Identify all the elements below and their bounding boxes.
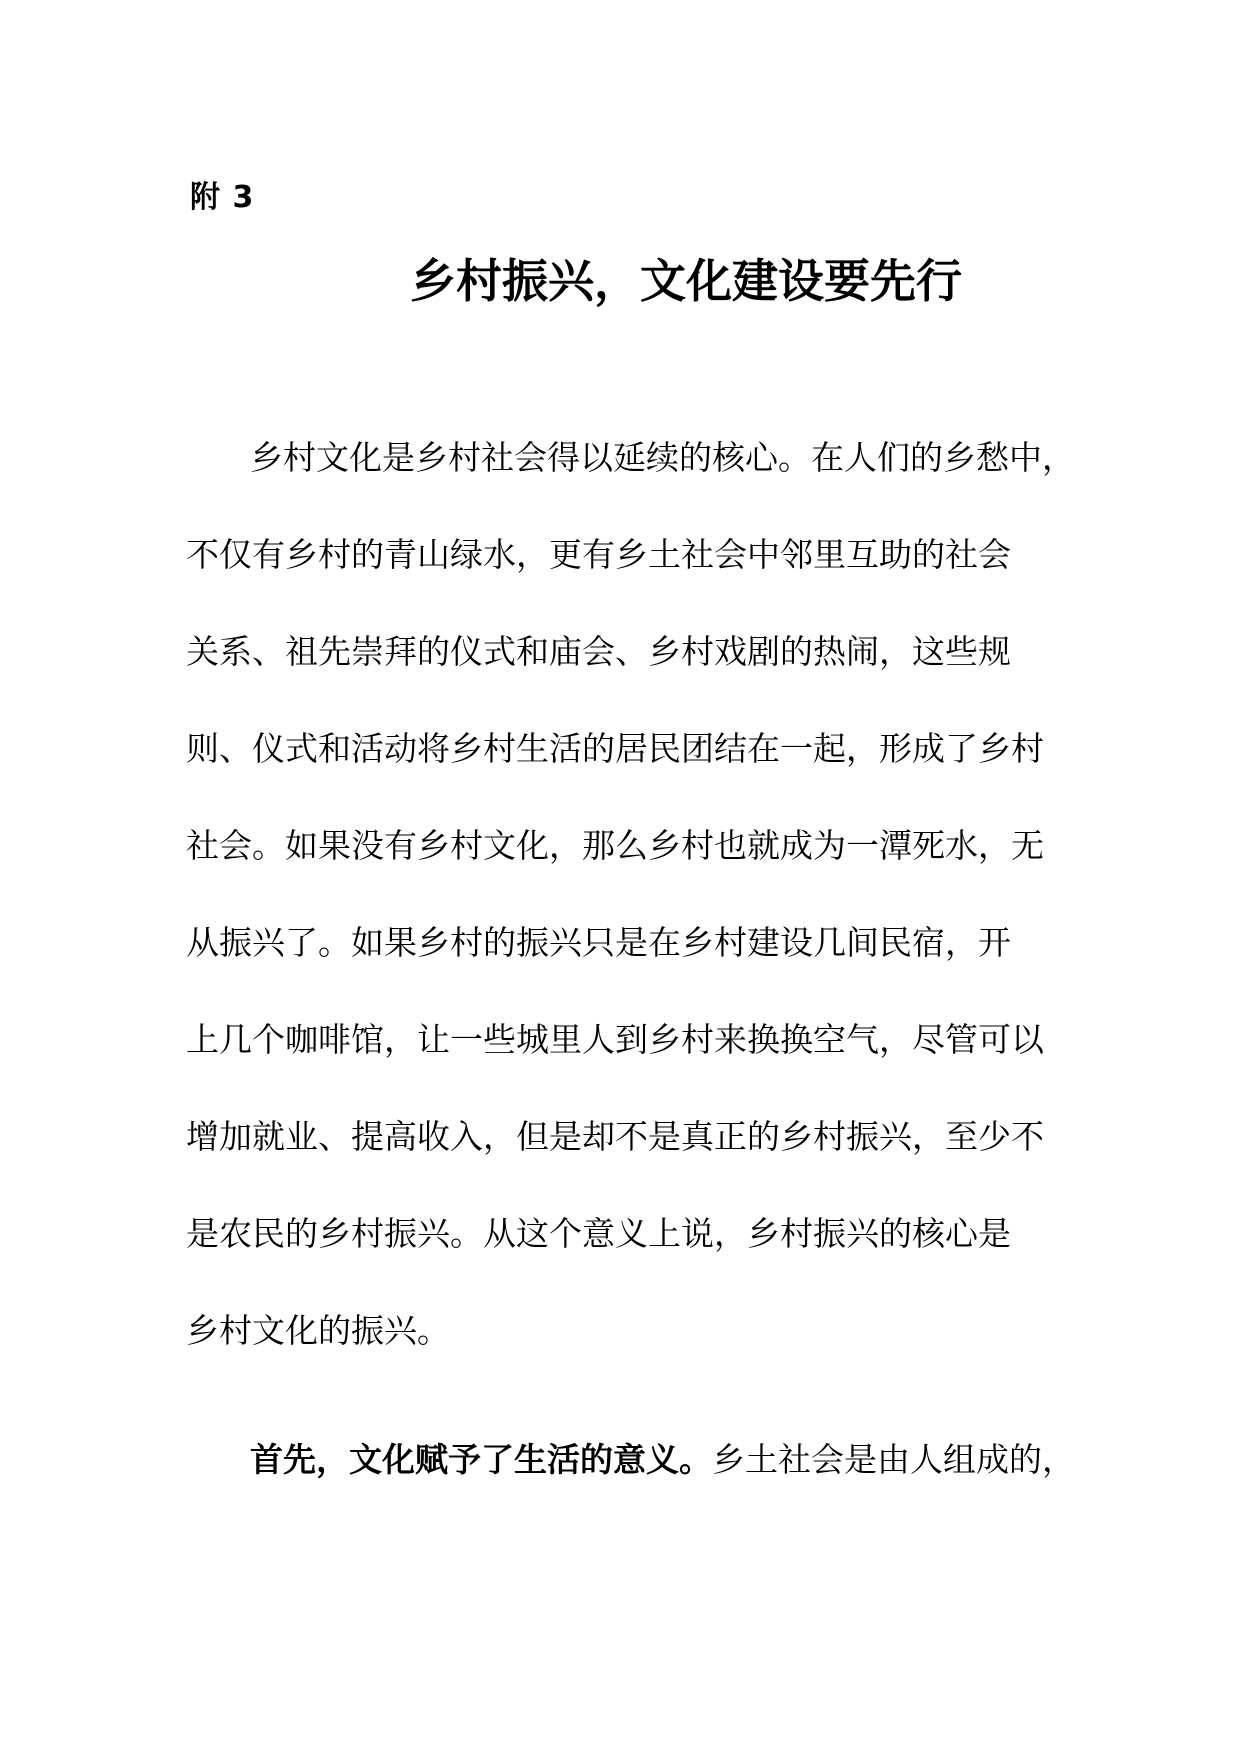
document-title: 乡村振兴，文化建设要先行	[410, 254, 962, 308]
paragraph-line: 不仅有乡村的青山绿水，更有乡土社会中邻里互助的社会	[186, 535, 1011, 574]
paragraph-line: 乡村文化是乡村社会得以延续的核心。在人们的乡愁中，	[250, 438, 1075, 477]
paragraph2-text: 乡土社会是由人组成的，	[712, 1440, 1075, 1479]
paragraph2-bold-lead: 首先，文化赋予了生活的意义。	[250, 1440, 712, 1479]
paragraph-line: 乡村文化的振兴。	[186, 1311, 450, 1350]
attachment-label: 附 3	[190, 180, 255, 215]
paragraph-line: 增加就业、提高收入，但是却不是真正的乡村振兴，至少不	[186, 1117, 1044, 1156]
paragraph2-first-line	[250, 1437, 1075, 1483]
paragraph-line: 关系、祖先崇拜的仪式和庙会、乡村戏剧的热闹，这些规	[186, 632, 1011, 671]
paragraph-line: 从振兴了。如果乡村的振兴只是在乡村建设几间民宿，开	[186, 923, 1011, 962]
paragraph-line: 则、仪式和活动将乡村生活的居民团结在一起，形成了乡村	[186, 729, 1044, 768]
paragraph-line: 是农民的乡村振兴。从这个意义上说，乡村振兴的核心是	[186, 1214, 1011, 1253]
paragraph-line: 社会。如果没有乡村文化，那么乡村也就成为一潭死水，无	[186, 826, 1044, 865]
paragraph-line: 上几个咖啡馆，让一些城里人到乡村来换换空气，尽管可以	[186, 1020, 1044, 1059]
